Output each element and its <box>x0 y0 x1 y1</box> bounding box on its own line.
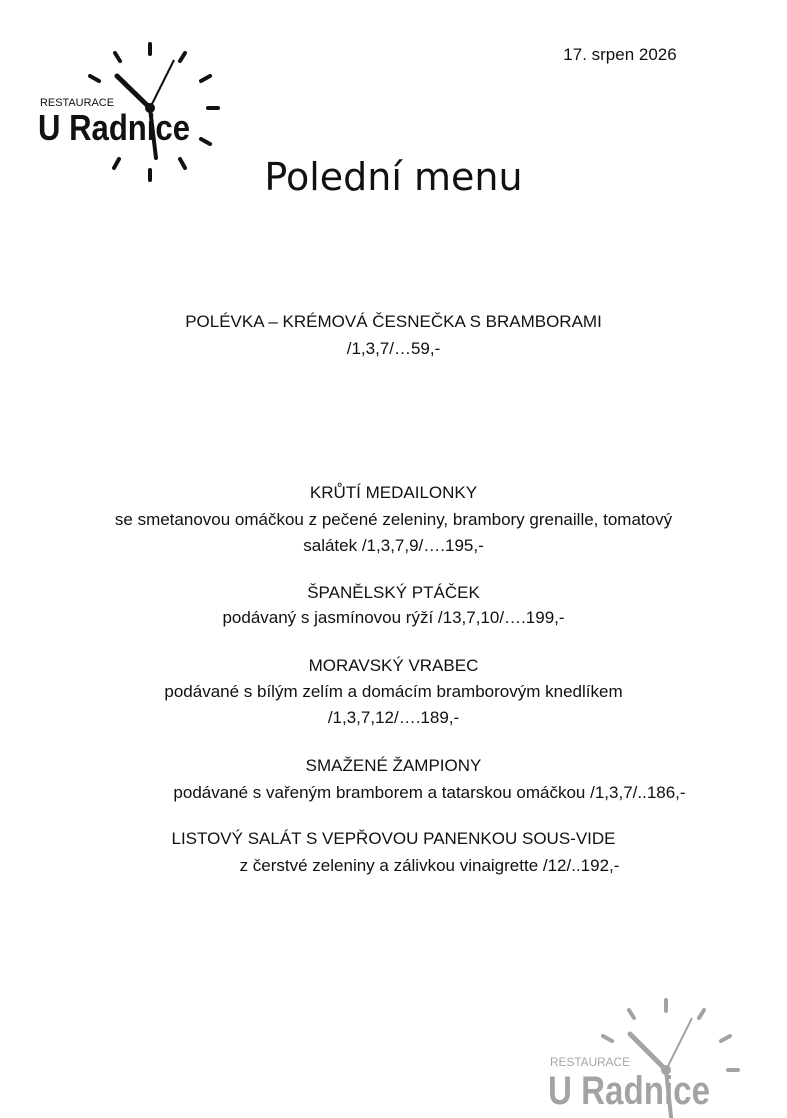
logo-big-text: U Radnice <box>38 107 190 148</box>
dish-description: se smetanovou omáčkou z pečené zeleniny, brambory grenaille, tomatový <box>114 510 673 529</box>
dish-name: SMAŽENÉ ŽAMPIONY <box>305 756 482 775</box>
menu-date: 17. srpen 2026 <box>563 45 677 64</box>
dish-name: KRŮTÍ MEDAILONKY <box>309 483 478 502</box>
logo-big-text: U Radnice <box>548 1069 710 1113</box>
page-title: Polední menu <box>264 155 523 199</box>
dish-description: z čerstvé zeleniny a zálivkou vinaigrette /12/..192,- <box>239 856 620 875</box>
dish-description: podávané s vařeným bramborem a tatarskou omáčkou /1,3,7/..186,- <box>173 783 686 802</box>
dish-name: LISTOVÝ SALÁT S VEPŘOVOU PANENKOU SOUS-VIDE <box>171 829 616 848</box>
dish-name: MORAVSKÝ VRABEC <box>308 656 479 675</box>
dish-description: podávaný s jasmínovou rýží /13,7,10/….199,- <box>222 608 565 627</box>
dish-description: podávané s bílým zelím a domácím bramborovým knedlíkem <box>164 682 623 701</box>
soup-name: POLÉVKA – KRÉMOVÁ ČESNEČKA S BRAMBORAMI <box>185 312 602 331</box>
dish-name: ŠPANĚLSKÝ PTÁČEK <box>307 583 480 602</box>
watermark-logo <box>548 996 748 1118</box>
dish-description: salátek /1,3,7,9/….195,- <box>303 536 484 555</box>
soup-detail: /1,3,7/…59,- <box>346 339 441 358</box>
dish-description: /1,3,7,12/….189,- <box>327 708 460 727</box>
logo-small-text: RESTAURACE <box>550 1055 630 1069</box>
logo-small-text: RESTAURACE <box>40 97 114 109</box>
clock-icon <box>548 996 748 1118</box>
